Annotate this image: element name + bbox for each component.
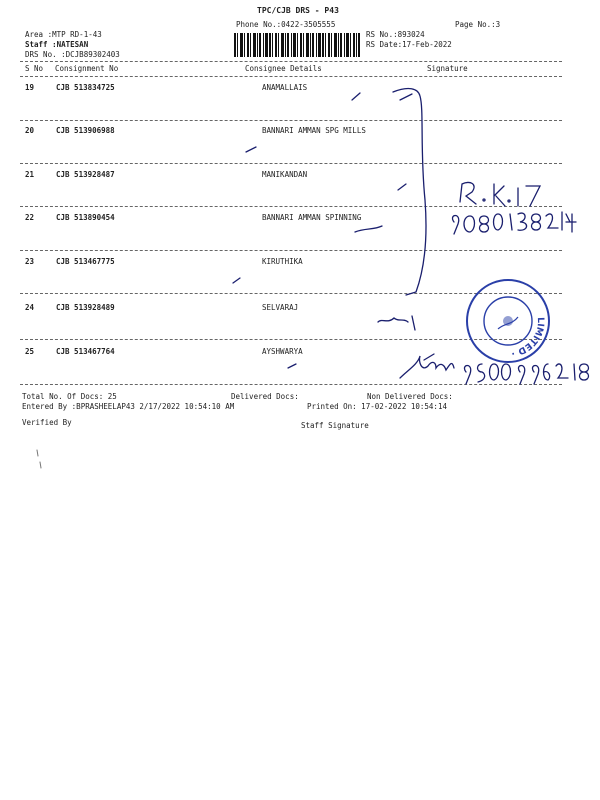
verified-by: Verified By — [22, 418, 72, 427]
row-consignee: ANAMALLAIS — [262, 83, 308, 92]
non-delivered-docs: Non Delivered Docs: — [367, 392, 453, 401]
row-consignee: KIRUTHIKA — [262, 257, 303, 266]
row-consignment: CJB 513467775 — [56, 257, 115, 266]
row-consignment: CJB 513906988 — [56, 126, 115, 135]
row-consignee: BANNARI AMMAN SPG MILLS — [262, 126, 366, 135]
staff-signature-label: Staff Signature — [301, 421, 369, 430]
drs-number: DRS No. :DCJB89302403 — [25, 50, 120, 59]
row-sno: 23 — [25, 257, 35, 266]
divider — [20, 61, 562, 62]
phone-number: Phone No.:0422-3505555 — [236, 20, 336, 29]
column-consignee: Consignee Details — [245, 64, 322, 73]
divider — [20, 250, 562, 251]
divider — [20, 163, 562, 164]
total-docs: Total No. Of Docs: 25 — [22, 392, 117, 401]
row-sno: 22 — [25, 213, 35, 222]
row-consignment: CJB 513928489 — [56, 303, 115, 312]
page-number: Page No.:3 — [455, 20, 501, 29]
row-consignment: CJB 513834725 — [56, 83, 115, 92]
column-sno: S No — [25, 64, 44, 73]
row-consignment: CJB 513467764 — [56, 347, 115, 356]
row-consignment: CJB 513890454 — [56, 213, 115, 222]
row-sno: 24 — [25, 303, 35, 312]
row-consignee: BANNARI AMMAN SPINNING — [262, 213, 362, 222]
document-title: TPC/CJB DRS - P43 — [257, 6, 339, 15]
row-sno: 19 — [25, 83, 35, 92]
printed-on: Printed On: 17-02-2022 10:54:14 — [307, 402, 447, 411]
row-consignment: CJB 513928487 — [56, 170, 115, 179]
rs-number: RS No.:893024 — [366, 30, 425, 39]
rs-date: RS Date:17-Feb-2022 — [366, 40, 452, 49]
row-sno: 20 — [25, 126, 35, 135]
row-consignee: AYSHWARYA — [262, 347, 303, 356]
divider — [20, 76, 562, 77]
row-consignee: MANIKANDAN — [262, 170, 308, 179]
column-signature: Signature — [427, 64, 468, 73]
delivered-docs: Delivered Docs: — [231, 392, 299, 401]
area-label: Area :MTP RD-1-43 — [25, 30, 102, 39]
row-sno: 21 — [25, 170, 35, 179]
divider — [20, 384, 562, 385]
column-consignment: Consignment No — [55, 64, 119, 73]
barcode-icon — [234, 33, 360, 57]
svg-text:LIMITED ·: LIMITED · — [510, 317, 546, 358]
company-seal-icon — [464, 277, 552, 365]
row-consignee: SELVARAJ — [262, 303, 299, 312]
staff-label: Staff :NATESAN — [25, 40, 89, 49]
divider — [20, 206, 562, 207]
entered-by: Entered By :BPRASHEELAP43 2/17/2022 10:54:10 AM — [22, 402, 235, 411]
row-sno: 25 — [25, 347, 35, 356]
divider — [20, 120, 562, 121]
